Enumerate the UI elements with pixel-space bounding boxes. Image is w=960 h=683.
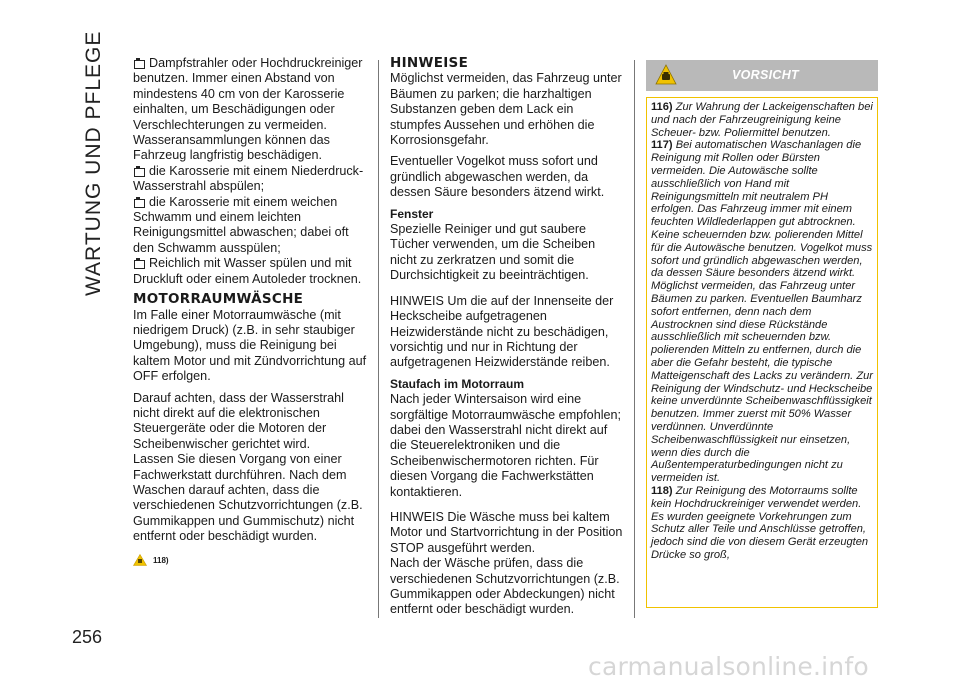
paragraph: HINWEIS Die Wäsche muss bei kaltem Motor und Startvorrichtung in der Position STOP ausgeführt werden. <box>390 509 623 555</box>
paragraph: Lassen Sie diesen Vorgang von einer Fachwerkstatt durchführen. Nach dem Waschen darauf achten, dass die verschiedenen Schutzvorrichtungen (z.B. Gummikappen und Gummischutz) nicht entfernt oder beschädigt wurden. <box>133 452 363 544</box>
bullet-icon <box>133 166 145 176</box>
column-1 <box>133 56 369 568</box>
caution-reference: 118) <box>133 553 369 568</box>
caution-header <box>646 60 878 91</box>
subheading: Fenster <box>390 206 434 221</box>
bullet-paragraph: Reichlich mit Wasser spülen und mit Druckluft oder einem Autoleder trocknen. <box>133 256 362 286</box>
section-heading: HINWEISE <box>390 55 469 71</box>
column-divider <box>634 60 635 618</box>
column-2 <box>390 56 625 618</box>
bullet-paragraph: die Karosserie mit einem weichen Schwamm und einem leichten Reinigungsmittel abwaschen; dabei oft den Schwamm ausspülen; <box>133 194 349 255</box>
bullet-icon <box>133 258 145 268</box>
bullet-icon <box>133 58 145 68</box>
caution-item: 116) Zur Wahrung der Lackeigenschaften bei und nach der Fahrzeugreinigung keine Scheuer- bzw. Poliermittel benutzen. <box>651 101 873 139</box>
caution-item: 118) Zur Reinigung des Motorraums sollte kein Hochdruckreiniger verwendet werden. Es wurden geeignete Vorkehrungen zum Schutz aller Teile und Anschlüsse getroffen, jedoch sind die von diesem Gerät erzeugten Drücke so groß, <box>651 484 869 561</box>
caution-item: 117) Bei automatischen Waschanlagen die Reinigung mit Rollen oder Bürsten vermeiden. Die Autowäsche sollte ausschließlich von Hand mit Reinigungsmitteln mit neutralem PH erfolgen. Das Fahrzeug immer mit einem feuchten Wildlederlappen gut abtrocknen. Keine scheuernden bzw. polierenden Mittel für die Autowäsche benutzen. Vogelkot muss sofort und gründlich abgewaschen werden, da dessen Säure besonders ätzend wirkt. Möglichst vermeiden, das Fahrzeug unter Bäumen zu parken. Eventuellen Baumharz sofort entfernen, denn nach dem Austrocknen sind diese Rückstände ausschließlich mit scheuernden bzw. polierenden Mitteln zu entfernen, durch die aber die Gefahr besteht, die typische Matteigenschaft des Lacks zu verändern. Zur Reinigung der Windschutz- und Heckscheibe keine unverdünnte Scheibenwaschflüssigkeit benutzen. Immer zuerst mit 50% Wasser verdünnen. Unverdünnte Scheibenwaschflüssigkeit nur einsetzen, wenn dies durch die Außentemperaturbedingungen nicht zu vermeiden ist. <box>651 139 873 485</box>
bullet-paragraph: die Karosserie mit einem Niederdruck-Wasserstrahl abspülen; <box>133 163 364 194</box>
car-skid-warning-icon <box>655 64 677 86</box>
paragraph: Nach der Wäsche prüfen, dass die verschiedenen Schutzvorrichtungen (z.B. Gummikappen oder Abdeckungen) nicht entfernt oder beschädigt wurden. <box>390 556 620 617</box>
paragraph: Darauf achten, dass der Wasserstrahl nicht direkt auf die elektronischen Steuergeräte oder die Motoren der Scheibenwischer gerichtet wird. <box>133 390 344 451</box>
paragraph: Spezielle Reiniger und gut saubere Tücher verwenden, um die Scheiben nicht zu zerkratzen und somit die Durchsichtigkeit zu beeinträchtigen. <box>390 222 596 283</box>
section-heading: MOTORRAUMWÄSCHE <box>133 291 304 308</box>
paragraph: Im Falle einer Motorraumwäsche (mit niedrigem Druck) (z.B. in sehr staubiger Umgebung), muss die Reinigung bei kaltem Motor und mit Zündvorrichtung auf OFF erfolgen. <box>133 307 367 384</box>
paragraph: Eventueller Vogelkot muss sofort und gründlich abgewaschen werden, da dessen Säure besonders ätzend wirkt. <box>390 154 605 200</box>
paragraph: Möglichst vermeiden, das Fahrzeug unter Bäumen zu parken; die harzhaltigen Substanzen geben dem Lack ein stumpfes Aussehen und erhöhen die Korrosionsgefahr. <box>390 71 622 148</box>
caution-box <box>646 60 878 608</box>
bullet-icon <box>133 197 145 207</box>
subheading: Staufach im Motorraum <box>390 376 525 391</box>
bullet-paragraph: Dampfstrahler oder Hochdruckreiniger benutzen. Immer einen Abstand von mindestens 40 cm von der Karosserie einhalten, um Beschädigungen oder Verschlechterungen zu vermeiden. Wasseransammlungen können das Fahrzeug langfristig beschädigen. <box>133 56 363 163</box>
page-number: 256 <box>72 627 103 647</box>
column-divider <box>378 60 379 618</box>
paragraph: Nach jeder Wintersaison wird eine sorgfältige Motorraumwäsche empfohlen; dabei den Wasserstrahl nicht direkt auf die Steuerelektroniken und die Scheibenwischermotoren richten. Für diesen Vorgang die Fachwerkstätten kontaktieren. <box>390 392 621 499</box>
caution-body <box>646 97 878 608</box>
warning-icon <box>133 554 147 566</box>
watermark: carmanualsonline.info <box>588 652 869 681</box>
chapter-title-text: WARTUNG UND PFLEGE <box>82 30 105 296</box>
caution-title: VORSICHT <box>732 68 799 82</box>
paragraph: HINWEIS Um die auf der Innenseite der Heckscheibe aufgetragenen Heizwiderstände nicht zu beschädigen, vorsichtig und nur in Richtung der aufgetragenen Heizwiderstände reiben. <box>390 293 614 370</box>
chapter-side-title <box>72 30 108 296</box>
